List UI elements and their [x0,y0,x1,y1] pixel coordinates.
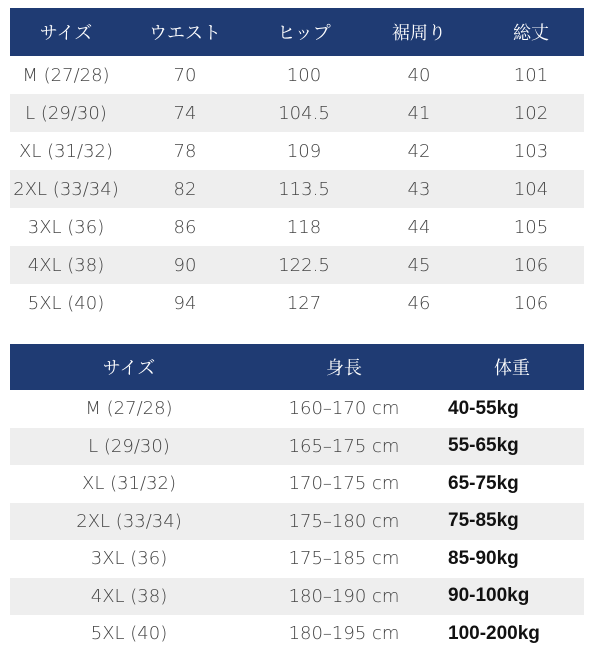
table-row [10,56,584,94]
cell-size: L (29/30) [25,102,107,124]
cell-height: 170–175 cm [288,473,400,495]
cell-hip: 104.5 [278,102,330,124]
cell-size: 5XL (40) [27,292,105,314]
header-waist: ウエスト [149,23,221,44]
table-header [10,8,584,56]
cell-length: 106 [513,254,549,276]
cell-hem: 41 [407,102,431,124]
cell-hip: 118 [286,216,322,238]
cell-size: XL (31/32) [19,140,113,162]
cell-weight: 100-200kg [448,622,540,644]
cell-hem: 40 [407,64,431,86]
cell-weight: 90-100kg [448,585,530,607]
cell-length: 106 [513,292,549,314]
cell-size: 2XL (33/34) [13,178,119,200]
table-row [10,132,584,170]
table-row [10,390,584,428]
table-row [10,208,584,246]
cell-height: 160–170 cm [288,398,400,420]
cell-waist: 70 [173,64,197,86]
size-table-body-fit [10,344,584,653]
cell-size: XL (31/32) [82,473,176,495]
table-row [10,170,584,208]
cell-hem: 46 [407,292,431,314]
cell-weight: 55-65kg [448,435,519,457]
cell-waist: 82 [173,178,197,200]
table-row [10,94,584,132]
cell-size: 4XL (38) [90,585,168,607]
header-size: サイズ [39,23,93,44]
table-row [10,428,584,466]
table-row [10,615,584,653]
header-hip: ヒップ [277,23,331,44]
table-row [10,503,584,541]
cell-size: M (27/28) [85,398,173,420]
cell-hip: 113.5 [278,178,330,200]
cell-hip: 127 [286,292,322,314]
table-row [10,578,584,616]
cell-waist: 74 [173,102,197,124]
cell-size: 5XL (40) [90,623,168,645]
header-size: サイズ [102,358,156,379]
table-row [10,540,584,578]
cell-size: 3XL (36) [27,216,105,238]
header-length: 総丈 [513,23,549,44]
cell-height: 180–190 cm [288,585,400,607]
cell-size: L (29/30) [88,435,170,457]
cell-hip: 122.5 [278,254,330,276]
cell-hem: 44 [407,216,431,238]
cell-length: 105 [513,216,549,238]
cell-size: 3XL (36) [90,548,168,570]
cell-length: 103 [513,140,549,162]
table-row [10,246,584,284]
cell-hip: 109 [286,140,322,162]
cell-weight: 65-75kg [448,472,519,494]
cell-weight: 75-85kg [448,510,519,532]
header-height: 身長 [326,358,362,379]
table-header [10,344,584,390]
cell-length: 102 [513,102,549,124]
header-weight: 体重 [494,358,530,379]
table-row [10,284,584,322]
cell-size: 2XL (33/34) [76,510,182,532]
cell-hem: 43 [407,178,431,200]
cell-height: 175–185 cm [288,548,400,570]
cell-height: 175–180 cm [288,510,400,532]
cell-weight: 40-55kg [448,397,519,419]
cell-length: 101 [513,64,549,86]
size-table-measurements [10,8,584,322]
cell-size: M (27/28) [22,64,110,86]
header-hem: 裾周り [392,23,446,44]
cell-weight: 85-90kg [448,547,519,569]
cell-waist: 78 [173,140,197,162]
cell-length: 104 [513,178,549,200]
cell-hem: 45 [407,254,431,276]
cell-height: 165–175 cm [288,435,400,457]
cell-height: 180–195 cm [288,623,400,645]
cell-waist: 94 [173,292,197,314]
table-row [10,465,584,503]
cell-hem: 42 [407,140,431,162]
cell-size: 4XL (38) [27,254,105,276]
cell-waist: 86 [173,216,197,238]
cell-waist: 90 [173,254,197,276]
cell-hip: 100 [286,64,322,86]
